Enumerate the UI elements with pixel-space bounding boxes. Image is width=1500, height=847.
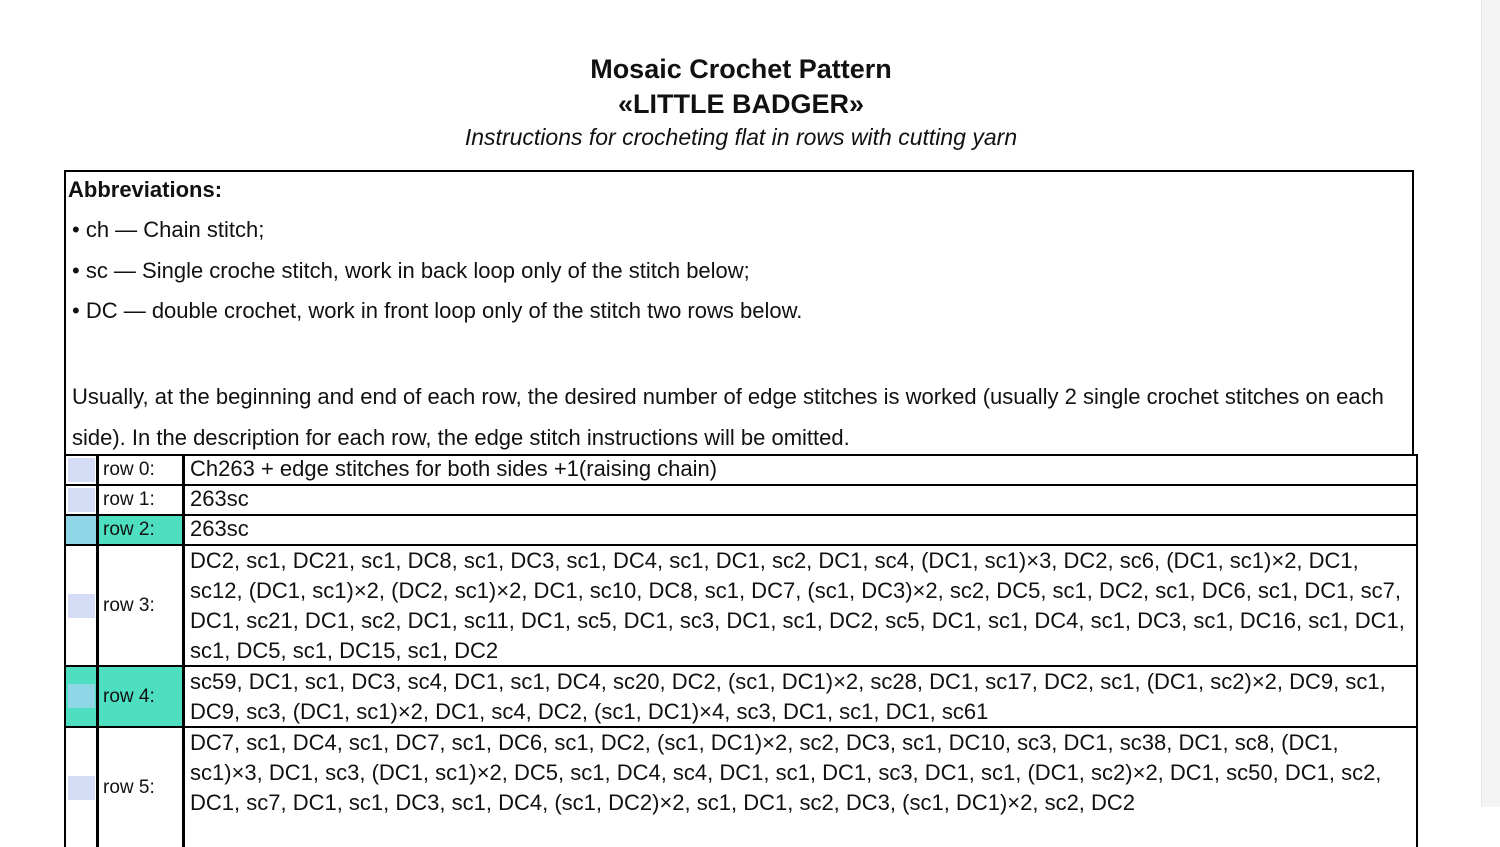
row-label: row 1: bbox=[99, 486, 185, 514]
row-label: row 2: bbox=[99, 516, 185, 544]
row-instructions: 263sc bbox=[190, 516, 249, 541]
color-swatch bbox=[68, 458, 95, 482]
row-label: row 0: bbox=[99, 456, 185, 484]
row-color-cell bbox=[66, 516, 99, 544]
table-row bbox=[64, 726, 1418, 847]
row-instructions: sc59, DC1, sc1, DC3, sc4, DC1, sc1, DC4, sc20, DC2, (sc1, DC1)×2, sc28, DC1, sc17, DC2, sc1, (DC1, sc2)×2, DC9, sc1, DC9, sc3, (DC1, sc1)×2, DC1, sc4, DC2, (sc1, DC1)×4, sc3, DC1, sc1, DC1, sc61 bbox=[185, 667, 1416, 726]
row-label: row 3: bbox=[99, 546, 185, 665]
row-instructions: DC2, sc1, DC21, sc1, DC8, sc1, DC3, sc1, DC4, sc1, DC1, sc2, DC1, sc4, (DC1, sc1)×3, DC2, sc6, (DC1, sc1)×2, DC1, sc12, (DC1, sc1)×2, (DC2, sc1)×2, DC1, sc10, DC8, sc1, DC7, (sc1, DC3)×2, sc2, DC5, sc1, DC2, sc1, DC6, sc1, DC1, sc7, DC1, sc21, DC1, sc2, DC1, sc11, DC1, sc5, DC1, sc3, DC1, sc1, DC2, sc5, DC1, sc1, DC4, sc1, DC3, sc1, DC16, sc1, DC1, sc1, DC5, sc1, DC15, sc1, DC2 bbox=[190, 548, 1405, 663]
table-row bbox=[64, 544, 1418, 665]
abbreviations-box bbox=[64, 170, 1414, 454]
row-color-cell bbox=[66, 486, 99, 514]
row-instructions: Ch263 + edge stitches for both sides +1(raising chain) bbox=[190, 456, 718, 481]
abbreviation-item-ch: • ch — Chain stitch; bbox=[72, 217, 265, 242]
row-instructions: 263sc bbox=[190, 486, 249, 511]
row-color-cell bbox=[66, 728, 99, 847]
vertical-scrollbar[interactable] bbox=[1481, 0, 1500, 807]
document-title: Mosaic Crochet Pattern bbox=[590, 54, 892, 84]
table-row bbox=[64, 665, 1418, 726]
edge-stitch-note: Usually, at the beginning and end of each row, the desired number of edge stitches is worked (usually 2 single crochet stitches on each side). In the description for each row, the edge stitch instructions will be omitted. bbox=[72, 384, 1384, 450]
color-swatch bbox=[68, 488, 95, 512]
color-swatch bbox=[68, 594, 95, 618]
row-instructions: DC7, sc1, DC4, sc1, DC7, sc1, DC6, sc1, DC2, (sc1, DC1)×2, sc2, DC3, sc1, DC10, sc3, DC1, sc38, DC1, sc8, (DC1, sc1)×3, DC1, sc3, (DC1, sc1)×2, DC5, sc1, DC4, sc4, DC1, sc1, DC1, sc3, DC1, sc1, (DC1, sc2)×2, DC1, sc50, DC1, sc2, DC1, sc7, DC1, sc1, DC3, sc1, DC4, (sc1, DC2)×2, sc1, DC1, sc2, DC3, (sc1, DC1)×2, sc2, DC2 bbox=[190, 730, 1382, 815]
row-color-cell bbox=[66, 667, 99, 726]
document-subtitle: Instructions for crocheting flat in rows with cutting yarn bbox=[464, 124, 1018, 150]
table-row bbox=[64, 484, 1418, 514]
color-swatch bbox=[68, 684, 95, 708]
table-row bbox=[64, 514, 1418, 544]
abbreviations-heading: Abbreviations: bbox=[68, 177, 223, 202]
abbreviation-item-sc: • sc — Single croche stitch, work in back loop only of the stitch below; bbox=[72, 258, 750, 283]
document-page bbox=[64, 0, 1418, 815]
row-label: row 4: bbox=[99, 667, 185, 726]
rows-table bbox=[64, 454, 1418, 847]
abbreviation-item-dc: • DC — double crochet, work in front loop only of the stitch two rows below. bbox=[72, 298, 803, 323]
row-color-cell bbox=[66, 456, 99, 484]
color-swatch bbox=[68, 776, 95, 800]
row-label: row 5: bbox=[99, 728, 185, 847]
row-color-cell bbox=[66, 546, 99, 665]
pattern-name: «LITTLE BADGER» bbox=[617, 89, 865, 119]
table-row bbox=[64, 454, 1418, 484]
title-block bbox=[64, 0, 1418, 152]
